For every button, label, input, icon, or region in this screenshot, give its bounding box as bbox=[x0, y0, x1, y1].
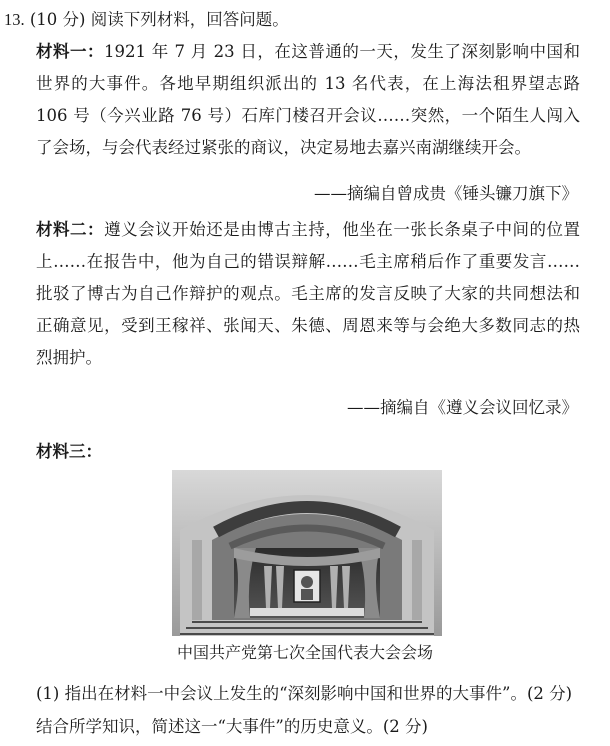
material1-label: 材料一： bbox=[36, 42, 105, 61]
sub-question-1: (1) 指出在材料一中会议上发生的“深刻影响中国和世界的大事件”。(2 分) bbox=[36, 684, 573, 703]
congress-hall-photo bbox=[172, 470, 442, 636]
material1-paragraph bbox=[36, 36, 580, 164]
question-header bbox=[4, 6, 289, 30]
material2-paragraph bbox=[36, 214, 580, 374]
question-score: (10 分) bbox=[29, 10, 86, 29]
sub-question-1b: 结合所学知识，简述这一“大事件”的历史意义。(2 分) bbox=[36, 717, 428, 736]
question-number: 13. bbox=[4, 10, 25, 29]
question-instruction: 阅读下列材料，回答问题。 bbox=[90, 10, 289, 29]
material2-label: 材料二： bbox=[36, 220, 105, 239]
material1-text: 1921 年 7 月 23 日，在这普通的一天，发生了深刻影响中国和世界的大事件。各地早期组织派出的 13 名代表，在上海法租界望志路 106 号（今兴业路 76 号）石库门楼召开会议……突然，一个陌生人闯入了会场，与会代表经过紧张的商议，决定易地去嘉兴南湖继续开会。 bbox=[36, 42, 580, 157]
material3-label: 材料三： bbox=[36, 442, 102, 461]
material2-source: ——摘编自《遵义会议回忆录》 bbox=[347, 398, 578, 417]
material2-text: 遵义会议开始还是由博古主持，他坐在一张长条桌子中间的位置上……在报告中，他为自己的错误辩解……毛主席稍后作了重要发言……批驳了博古为自己作辩护的观点。毛主席的发言反映了大家的共同想法和正确意见，受到王稼祥、张闻天、朱德、周恩来等与会绝大多数同志的热烈拥护。 bbox=[36, 220, 581, 367]
material1-source: ——摘编自曾成贵《锤头镰刀旗下》 bbox=[314, 184, 578, 203]
photo-caption: 中国共产党第七次全国代表大会会场 bbox=[176, 643, 433, 662]
